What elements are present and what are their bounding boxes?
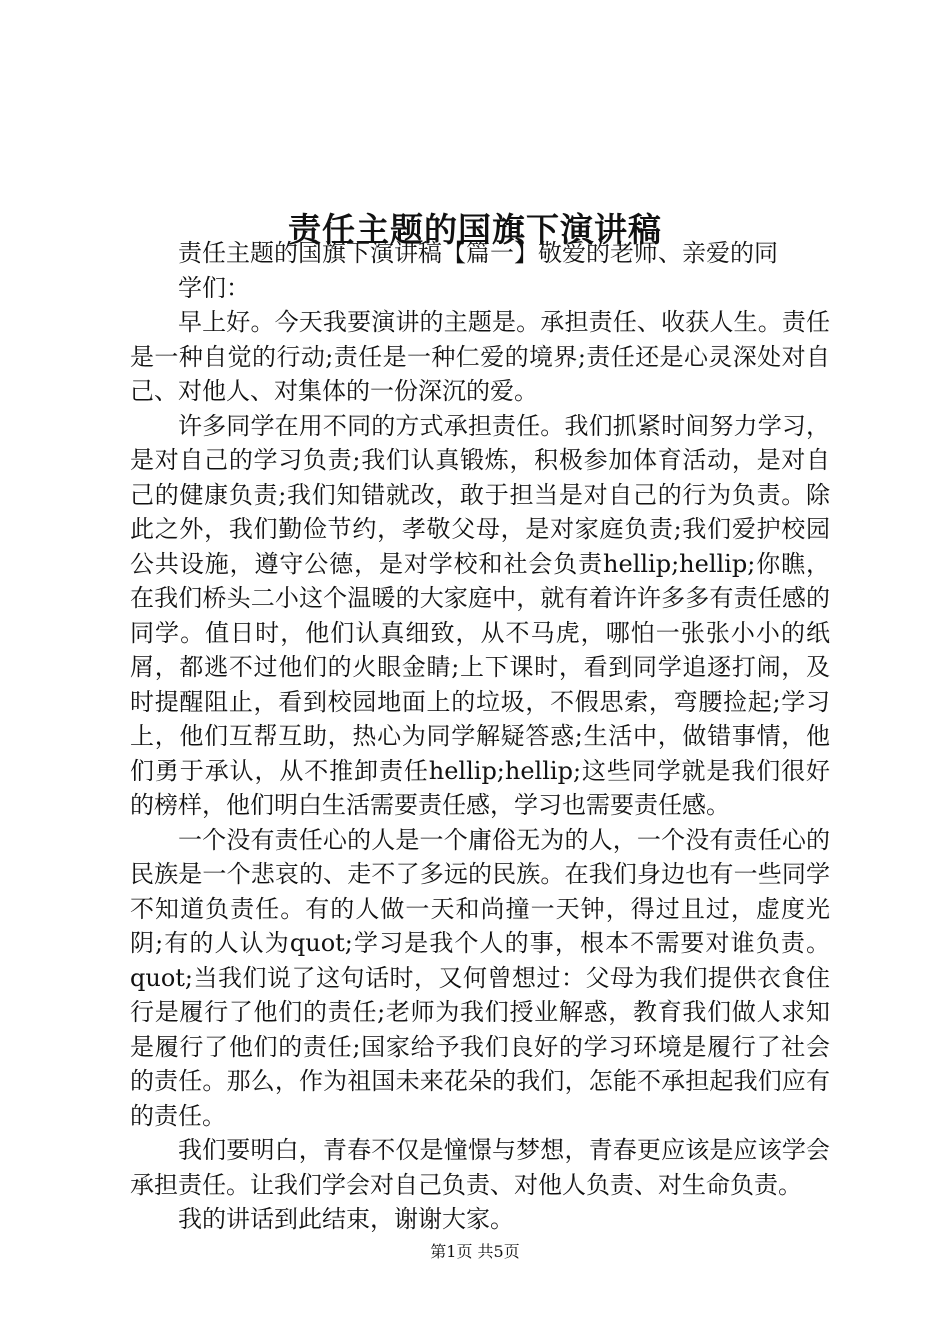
paragraph-4: 我们要明白，青春不仅是憧憬与梦想，青春更应该是应该学会承担责任。让我们学会对自己负责、对他人负责、对生命负责。 <box>130 1136 830 1199</box>
document-body <box>130 236 830 1237</box>
page-number: 第1页 共5页 <box>430 1242 520 1261</box>
paragraph-1: 早上好。今天我要演讲的主题是。承担责任、收获人生。责任是一种自觉的行动;责任是一种仁爱的境界;责任还是心灵深处对自己、对他人、对集体的一份深沉的爱。 <box>130 308 830 405</box>
paragraph-2: 许多同学在用不同的方式承担责任。我们抓紧时间努力学习，是对自己的学习负责;我们认真锻炼，积极参加体育活动，是对自己的健康负责;我们知错就改，敢于担当是对自己的行为负责。除此之外，我们勤俭节约，孝敬父母，是对家庭负责;我们爱护校园公共设施，遵守公德，是对学校和社会负责hellip;hellip;你瞧，在我们桥头二小这个温暖的大家庭中，就有着许许多多有责任感的同学。值日时，他们认真细致，从不马虎，哪怕一张张小小的纸屑，都逃不过他们的火眼金睛;上下课时，看到同学追逐打闹，及时提醒阻止，看到校园地面上的垃圾，不假思索，弯腰捡起;学习上，他们互帮互助，热心为同学解疑答惑;生活中，做错事情，他们勇于承认，从不推卸责任hellip;hellip;这些同学就是我们很好的榜样，他们明白生活需要责任感，学习也需要责任感。 <box>130 411 830 819</box>
intro-line: 责任主题的国旗下演讲稿【篇一】敬爱的老师、亲爱的同学们： <box>178 239 778 302</box>
paragraph-5: 我的讲话到此结束，谢谢大家。 <box>178 1205 514 1233</box>
paragraph-3: 一个没有责任心的人是一个庸俗无为的人，一个没有责任心的民族是一个悲哀的、走不了多远的民族。在我们身边也有一些同学不知道负责任。有的人做一天和尚撞一天钟，得过且过，虚度光阴;有的人认为quot;学习是我个人的事，根本不需要对谁负责。quot;当我们说了这句话时，又何曾想过：父母为我们提供衣食住行是履行了他们的责任;老师为我们授业解惑，教育我们做人求知是履行了他们的责任;国家给予我们良好的学习环境是履行了社会的责任。那么，作为祖国未来花朵的我们，怎能不承担起我们应有的责任。 <box>130 825 830 1130</box>
document-title: 责任主题的国旗下演讲稿 <box>288 210 662 250</box>
